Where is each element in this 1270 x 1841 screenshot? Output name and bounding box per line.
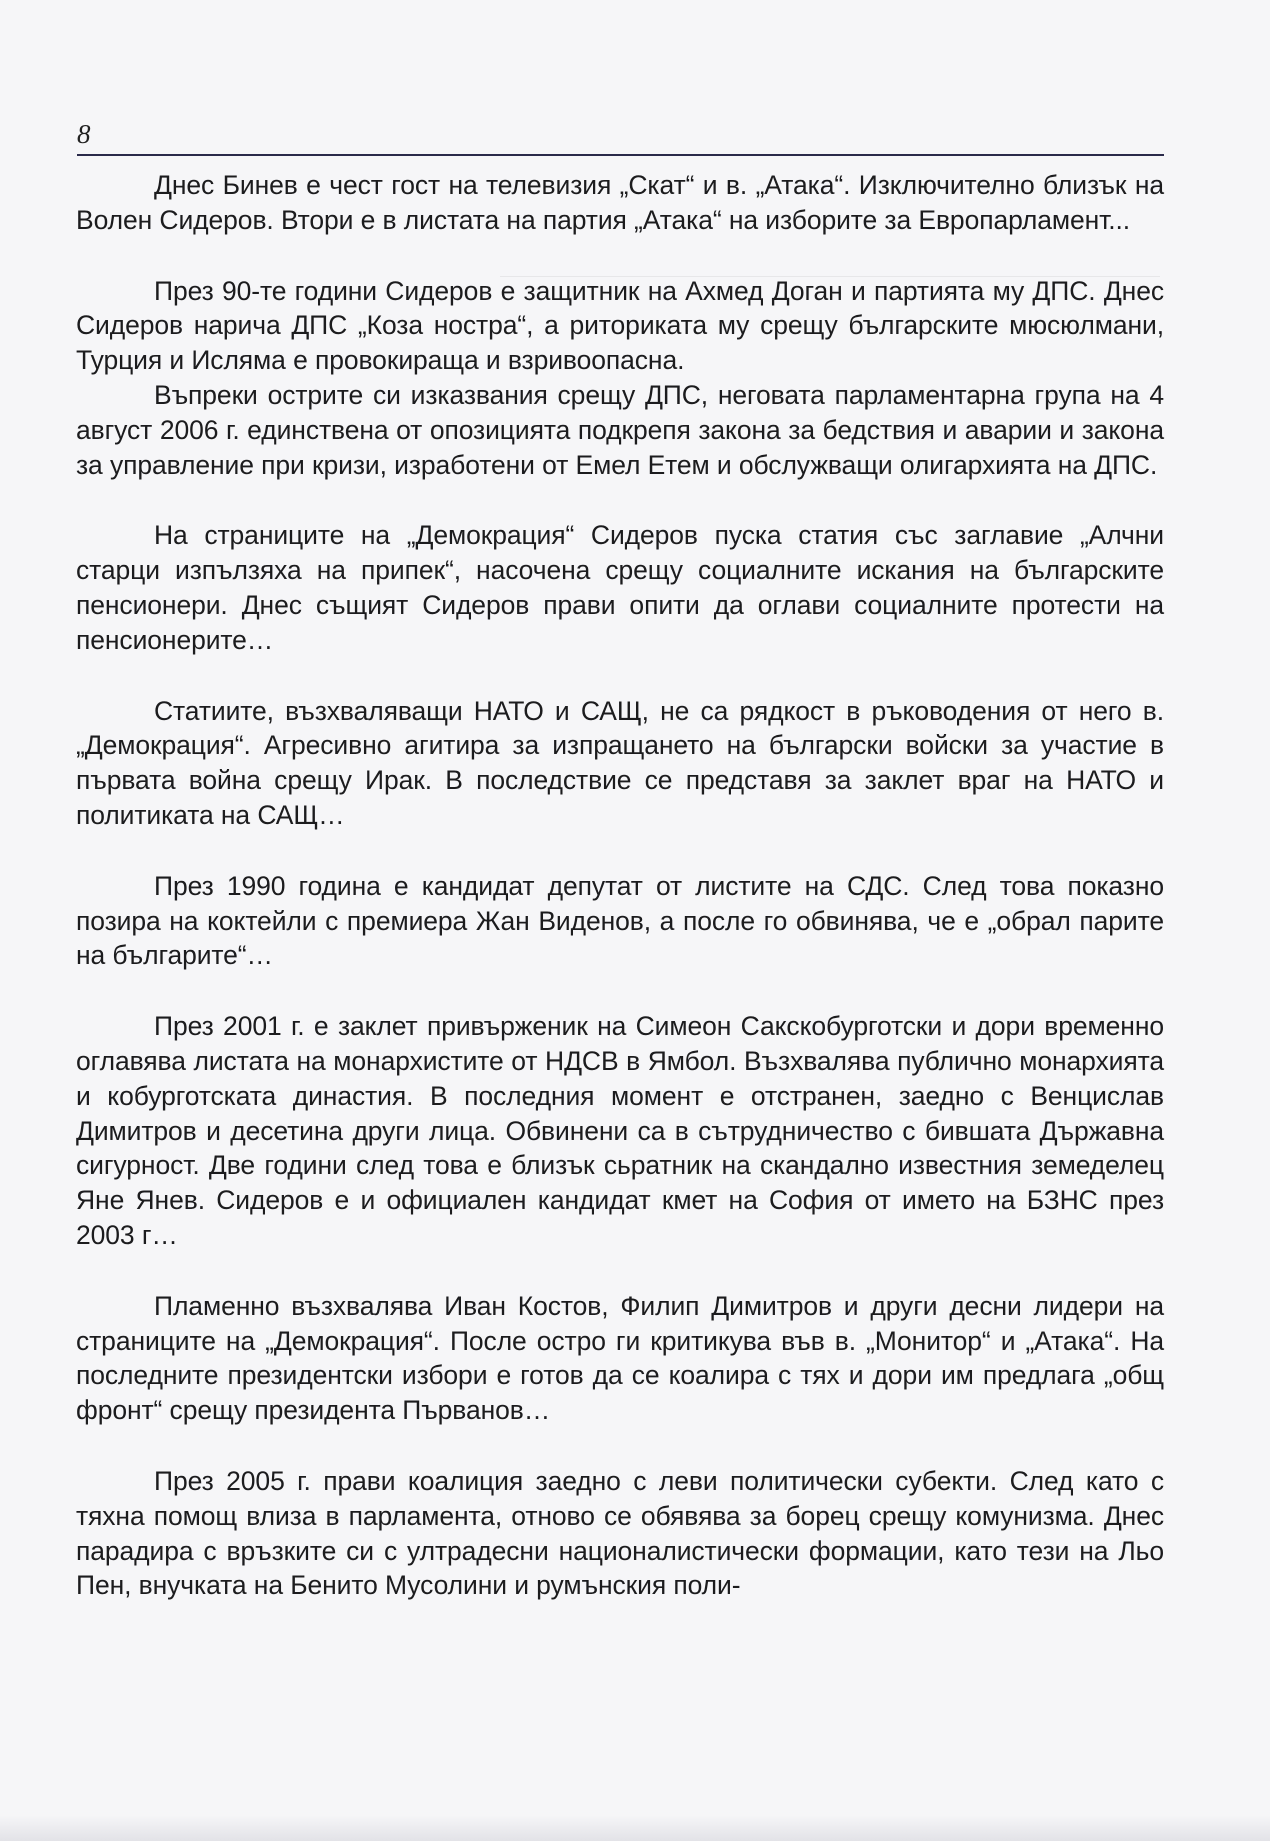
paragraph-5: Статиите, възхваляващи НАТО и САЩ, не са рядкост в ръководения от него в. „Демокрация“. Агресивно агитира за изпращането на български войски за участие в първата война срещу Ирак. В последствие се представя за заклет враг на НАТО и политиката на САЩ… [76,695,1164,830]
paragraph-9: През 2005 г. прави коалиция заедно с леви политически субекти. След като с тяхна помощ влиза в парламента, отново се обявява за борец срещу комунизма. Днес парадира с връзките си с ултрадесни националистически формации, като тези на Льо Пен, внучката на Бенито Мусолини и румънския поли- [76,1465,1164,1601]
page-edge-shadow [0,1815,1270,1841]
paragraph-7: През 2001 г. е заклет привърженик на Симеон Сакскобурготски и дори временно оглавява листата на монархистите от НДСВ в Ямбол. Възхвалява публично монархията и кобурготската династия. В последния момент е отстранен, заедно с Венцислав Димитров и десетина други лица. Обвинени са в сътрудничество с бившата Държавна сигурност. Две години след това е близък сьратник на скандално известния земеделец Яне Янев. Сидеров е и официален кандидат кмет на София от името на БЗНС през 2003 г… [76,1011,1164,1250]
page-number: 8 [77,119,91,149]
paragraph-1: Днес Бинев е чест гост на телевизия „Скат“ и в. „Атака“. Изключително близък на Волен Сидеров. Втори е в листата на партия „Атака“ на изборите за Европарламент... [76,170,1164,235]
header-rule [77,154,1164,156]
paragraph-3: Въпреки острите си изказвания срещу ДПС, неговата парламентарна група на 4 август 2006 г. единствена от опозицията подкрепя закона за бедствия и аварии и закона за управление при кризи, изработени от Емел Етем и обслужващи олигархията на ДПС. [76,379,1164,480]
paragraph-8: Пламенно възхвалява Иван Костов, Филип Димитров и други десни лидери на страниците на „Демокрация“. После остро ги критикува във в. „Монитор“ и „Атака“. На последните президентски избори е готов да се коалира с тях и дори им предлага „общ фронт“ срещу президента Първанов… [76,1290,1164,1426]
paragraph-2: През 90-те години Сидеров е защитник на Ахмед Доган и партията му ДПС. Днес Сидеров нарича ДПС „Коза ностра“, а риториката му срещу българските мюсюлмани, Турция и Исляма е провокираща и взривоопасна. [76,275,1164,376]
paragraph-6: През 1990 година е кандидат депутат от листите на СДС. След това показно позира на коктейли с премиера Жан Виденов, а после го обвинява, че е „обрал парите на българите“… [76,870,1164,971]
paragraph-4: На страниците на „Демокрация“ Сидеров пуска статия със заглавие „Алчни старци изпълзяха на припек“, насочена срещу социалните искания на българските пенсионери. Днес същият Сидеров прави опити да оглави социалните протести на пенсионерите… [76,520,1164,655]
body-text [76,168,1164,1603]
